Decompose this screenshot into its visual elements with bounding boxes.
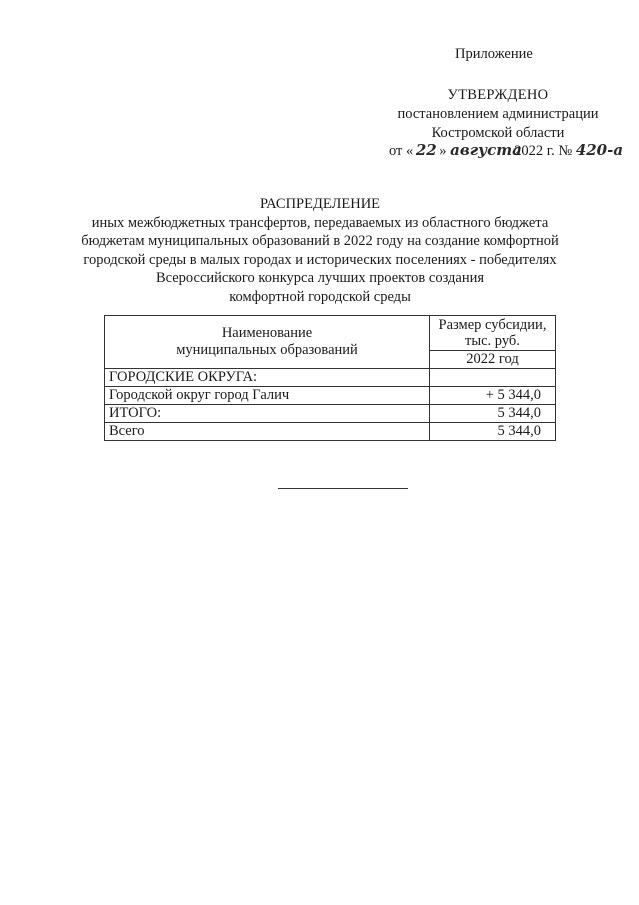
row-value: + 5 344,0 bbox=[430, 387, 556, 405]
header-year-cell: 2022 год bbox=[430, 351, 556, 369]
handwritten-doc-number: 420-а bbox=[575, 141, 624, 159]
table-row bbox=[105, 369, 556, 387]
title-line-3: городской среды в малых городах и исторических поселениях - победителях bbox=[83, 251, 557, 268]
table-header-row bbox=[105, 316, 556, 351]
approved-title: УТВЕРЖДЕНО bbox=[447, 87, 549, 103]
header-size-line-2: тыс. руб. bbox=[465, 333, 520, 349]
distribution-table bbox=[104, 315, 556, 441]
row-value: 5 344,0 bbox=[430, 405, 556, 423]
row-name: Городской округ город Галич bbox=[105, 387, 430, 405]
title-heading: РАСПРЕДЕЛЕНИЕ bbox=[259, 196, 381, 212]
date-mid: » bbox=[439, 143, 447, 159]
handwritten-month: августа bbox=[450, 141, 522, 159]
approved-line-2: Костромской области bbox=[431, 125, 565, 141]
handwritten-day: 22 bbox=[415, 141, 437, 159]
table-row bbox=[105, 387, 556, 405]
row-name: ГОРОДСКИЕ ОКРУГА: bbox=[105, 369, 430, 387]
header-size-line-1: Размер субсидии, bbox=[438, 317, 547, 333]
row-name: Всего bbox=[105, 423, 430, 441]
title-line-5: комфортной городской среды bbox=[229, 288, 411, 305]
table-row bbox=[105, 423, 556, 441]
header-size-cell bbox=[430, 316, 556, 351]
title-line-1: иных межбюджетных трансфертов, передаваемых из областного бюджета bbox=[91, 214, 549, 231]
approval-block bbox=[380, 86, 616, 143]
appendix-label: Приложение bbox=[455, 46, 533, 62]
table-row bbox=[105, 405, 556, 423]
row-name: ИТОГО: bbox=[105, 405, 430, 423]
document-title bbox=[60, 195, 580, 306]
title-line-2: бюджетам муниципальных образований в 2022 году на создание комфортной bbox=[81, 233, 559, 249]
row-value bbox=[430, 369, 556, 387]
closing-divider bbox=[278, 488, 408, 489]
date-prefix: от « bbox=[389, 143, 414, 159]
row-value: 5 344,0 bbox=[430, 423, 556, 441]
approved-line-1: постановлением администрации bbox=[397, 106, 599, 122]
approval-date-line bbox=[389, 141, 623, 160]
date-year-text: 2022 г. № bbox=[514, 143, 573, 159]
header-name-line-2: муниципальных образований bbox=[176, 342, 358, 358]
header-name-cell bbox=[105, 316, 430, 369]
header-name-line-1: Наименование bbox=[221, 325, 313, 341]
title-line-4: Всероссийского конкурса лучших проектов создания bbox=[155, 270, 485, 286]
